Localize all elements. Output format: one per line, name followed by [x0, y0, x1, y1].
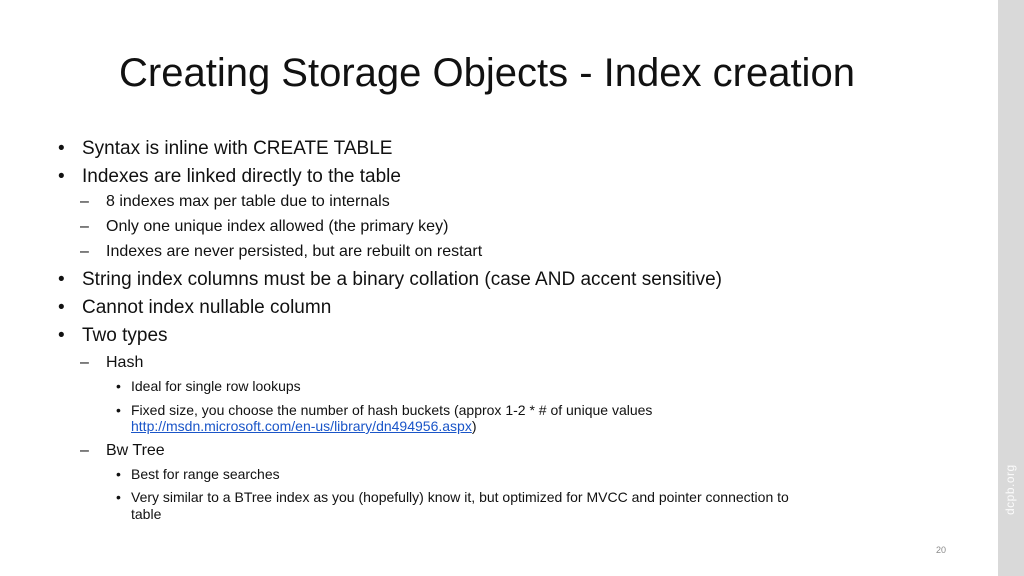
dash-marker: –	[80, 218, 89, 235]
subbullet-hash	[80, 353, 143, 373]
bullet-text: Indexes are linked directly to the table	[82, 166, 401, 187]
bullet-marker: •	[58, 138, 65, 159]
bullet-marker: •	[58, 166, 65, 187]
bullet-syntax-inline	[58, 137, 392, 161]
bullet-marker: •	[116, 378, 121, 394]
subbullet-text: Bw Tree	[106, 442, 165, 459]
link-suffix: )	[471, 418, 477, 434]
detail-text: Best for range searches	[131, 466, 280, 482]
subbullet-text: Hash	[106, 354, 144, 371]
detail-fixed-size	[116, 402, 652, 419]
detail-text: Fixed size, you choose the number of hash buckets (approx 1-2 * # of unique values	[131, 402, 653, 418]
subbullet-text: Only one unique index allowed (the primary key)	[106, 218, 449, 235]
bullet-marker: •	[58, 325, 65, 346]
bullet-marker: •	[116, 466, 121, 482]
bullet-two-types	[58, 324, 168, 348]
subbullet-unique-index	[80, 217, 448, 237]
bullet-marker: •	[58, 269, 65, 290]
detail-range-searches	[116, 466, 280, 483]
dash-marker: –	[80, 243, 89, 260]
bullet-marker: •	[116, 489, 121, 505]
detail-continuation: table	[131, 506, 162, 522]
bullet-text: Syntax is inline with CREATE TABLE	[82, 138, 393, 159]
subbullet-eight-indexes	[80, 192, 390, 212]
page-number: 20	[936, 545, 947, 555]
dash-marker: –	[80, 354, 89, 371]
subbullet-text: Indexes are never persisted, but are rebuilt on restart	[106, 243, 483, 260]
bullet-nullable-column	[58, 296, 331, 320]
dash-marker: –	[80, 193, 89, 210]
subbullet-text: 8 indexes max per table due to internals	[106, 193, 390, 210]
bullet-text: String index columns must be a binary collation (case AND accent sensitive)	[82, 269, 722, 290]
bullet-text: Two types	[82, 325, 168, 346]
bullet-indexes-linked	[58, 165, 401, 189]
subbullet-bw-tree	[80, 441, 165, 461]
detail-text: Ideal for single row lookups	[131, 378, 301, 394]
subbullet-never-persisted	[80, 242, 482, 262]
side-label: dcpb.org	[1003, 464, 1017, 515]
bullet-binary-collation	[58, 268, 722, 292]
dash-marker: –	[80, 442, 89, 459]
bullet-marker: •	[58, 297, 65, 318]
detail-btree-similarity	[116, 489, 789, 506]
msdn-link[interactable]: http://msdn.microsoft.com/en-us/library/dn494956.aspx	[131, 418, 472, 434]
bullet-text: Cannot index nullable column	[82, 297, 332, 318]
detail-text: Very similar to a BTree index as you (hopefully) know it, but optimized for MVCC and pointer connection to	[131, 489, 789, 505]
detail-single-row-lookups	[116, 378, 301, 395]
slide-title: Creating Storage Objects - Index creation	[119, 51, 855, 95]
detail-link-line	[131, 418, 477, 435]
bullet-marker: •	[116, 402, 121, 418]
